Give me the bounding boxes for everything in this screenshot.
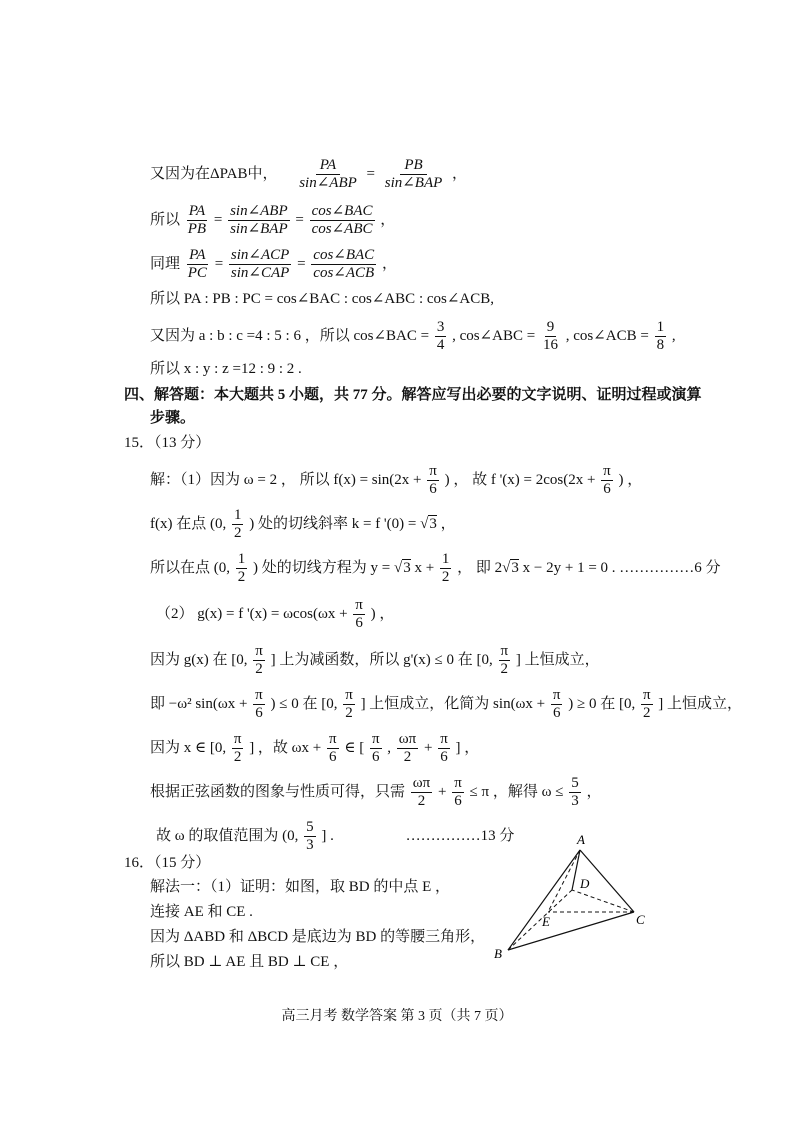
denominator: 4	[436, 337, 445, 353]
q15-line-6	[150, 688, 742, 721]
numerator: π	[345, 687, 353, 703]
text: 因为 x ∈ [0,	[150, 739, 227, 756]
radicand: 3	[511, 559, 519, 576]
numerator: cos∠BAC	[311, 203, 373, 219]
numerator: 5	[571, 775, 579, 791]
numerator: sin∠ABP	[230, 203, 288, 219]
fraction	[232, 732, 244, 765]
text: +	[437, 783, 447, 800]
text: （2） g(x) = f '(x) = ωcos(ωx +	[156, 605, 348, 622]
fraction	[440, 552, 452, 585]
numerator: 9	[546, 319, 555, 335]
equals: =	[214, 255, 224, 272]
denominator: 6	[440, 749, 448, 765]
numerator: ωπ	[412, 775, 431, 791]
radicand: 3	[403, 559, 411, 576]
q16-line-2: 连接 AE 和 CE .	[150, 904, 253, 920]
line-1	[150, 158, 467, 191]
numerator: π	[355, 597, 363, 613]
fraction	[253, 644, 265, 677]
text: , cos∠ACB =	[565, 327, 649, 344]
text: ) ， 故 f '(x) = 2cos(2x +	[444, 471, 596, 488]
label-D: D	[580, 876, 590, 891]
numerator: 5	[306, 819, 314, 835]
denominator: 2	[403, 749, 412, 765]
comma: ，	[380, 211, 396, 228]
denominator: 2	[345, 705, 353, 721]
denominator: 2	[500, 661, 509, 677]
fraction	[655, 320, 667, 353]
text: ∈ [	[344, 739, 365, 756]
denominator: sin∠BAP	[384, 175, 443, 191]
comma: ,	[671, 327, 676, 344]
denominator: 2	[417, 793, 426, 809]
edge-AB	[508, 850, 580, 950]
fraction	[228, 204, 290, 237]
denominator: 16	[542, 337, 558, 353]
q15-line-2	[150, 508, 456, 541]
denominator: sin∠BAP	[230, 221, 288, 237]
fraction	[569, 776, 581, 809]
numerator: 1	[656, 319, 665, 335]
denominator: 2	[643, 705, 651, 721]
numerator: π	[440, 731, 448, 747]
denominator: 2	[441, 569, 450, 585]
section-heading: 四、解答题：本大题共 5 小题，共 77 分。解答应写出必要的文字说明、证明过程或演算	[124, 387, 702, 403]
equals: =	[366, 165, 375, 182]
fraction	[186, 248, 209, 281]
fraction	[353, 598, 365, 631]
denominator: cos∠ABC	[311, 221, 373, 237]
fraction	[310, 204, 375, 237]
numerator: π	[255, 687, 263, 703]
denominator: 2	[237, 569, 246, 585]
numerator: π	[255, 643, 263, 659]
section-heading-cont: 步骤。	[150, 410, 196, 426]
text: , cos∠ABC =	[452, 327, 536, 344]
numerator: PA	[188, 203, 206, 219]
text: ] ，故 ωx +	[249, 739, 322, 756]
edge-BC	[508, 912, 634, 950]
denominator: sin∠ABP	[299, 175, 357, 191]
text: f(x) 在点 (0,	[150, 515, 227, 532]
text: 又因为在ΔPAB中，	[150, 165, 278, 182]
denominator: 6	[552, 705, 561, 721]
text: x − 2y + 1 = 0 . ……………6 分	[522, 559, 721, 576]
denominator: 3	[571, 793, 579, 809]
fraction	[411, 776, 432, 809]
label-A: A	[577, 832, 585, 847]
text: ) ≥ 0 在 [0,	[568, 695, 636, 712]
numerator: sin∠ACP	[230, 247, 290, 263]
fraction	[499, 644, 511, 677]
fraction	[295, 158, 361, 191]
numerator: π	[429, 463, 437, 479]
fraction	[253, 688, 265, 721]
numerator: π	[329, 731, 337, 747]
denominator: PB	[187, 221, 207, 237]
text: x +	[414, 559, 435, 576]
fraction	[370, 732, 382, 765]
label-E: E	[542, 914, 550, 929]
denominator: 3	[306, 837, 314, 853]
text: ) ，	[370, 605, 395, 622]
numerator: PB	[400, 158, 426, 175]
numerator: π	[454, 775, 462, 791]
text: 根据正弦函数的图象与性质可得，只需	[150, 783, 406, 800]
q15-line-3	[150, 552, 721, 585]
text: ] 上恒成立，化简为 sin(ωx +	[360, 695, 546, 712]
text: ,	[387, 739, 392, 756]
fraction	[229, 248, 291, 281]
denominator: 6	[429, 481, 437, 497]
text: 因为 g(x) 在 [0,	[150, 651, 248, 668]
numerator: π	[603, 463, 611, 479]
numerator: cos∠BAC	[313, 247, 375, 263]
question-15-header: 15．（13 分）	[124, 435, 211, 451]
q15-line-5	[150, 644, 600, 677]
numerator: π	[552, 687, 561, 703]
denominator: 2	[233, 749, 242, 765]
segment-AE	[548, 850, 580, 912]
numerator: PA	[189, 247, 206, 263]
q15-line-8	[150, 776, 601, 809]
text: ] .	[321, 827, 334, 844]
text: ，	[586, 783, 602, 800]
fraction	[641, 688, 653, 721]
line-3	[150, 248, 397, 281]
text: ] 上恒成立，	[658, 695, 743, 712]
numerator: PA	[316, 158, 340, 175]
numerator: π	[371, 731, 380, 747]
q15-line-4	[156, 598, 394, 631]
text: 所以	[150, 211, 181, 228]
text: 即 −ω² sin(ωx +	[150, 695, 248, 712]
equals: =	[297, 255, 306, 272]
page-footer: 高三月考 数学答案 第 3 页（共 7 页）	[281, 1009, 513, 1024]
text: 解：（1）因为 ω = 2 ， 所以 f(x) = sin(2x +	[150, 471, 422, 488]
fraction	[541, 320, 560, 353]
equals: =	[295, 211, 304, 228]
denominator: 6	[603, 481, 611, 497]
text: 故 ω 的取值范围为 (0,	[156, 827, 299, 844]
q15-line-9	[156, 820, 514, 853]
fraction	[186, 204, 208, 237]
numerator: π	[233, 731, 242, 747]
fraction	[232, 508, 244, 541]
q15-line-1	[150, 464, 642, 497]
text: ] 上为减函数，所以 g'(x) ≤ 0 在 [0,	[270, 651, 493, 668]
fraction	[601, 464, 613, 497]
line-5	[150, 320, 676, 353]
numerator: π	[500, 643, 509, 659]
line-6: 所以 x : y : z =12 : 9 : 2 .	[150, 361, 302, 377]
text: ) ≤ 0 在 [0,	[270, 695, 338, 712]
fraction	[343, 688, 355, 721]
fraction	[397, 732, 418, 765]
text: ，	[440, 515, 456, 532]
q16-line-1: 解法一：（1）证明：如图，取 BD 的中点 E ，	[150, 879, 451, 895]
numerator: ωπ	[398, 731, 417, 747]
denominator: sin∠CAP	[230, 265, 290, 281]
label-B: B	[494, 946, 502, 961]
denominator: PC	[187, 265, 207, 281]
fraction	[452, 776, 464, 809]
label-C: C	[636, 912, 645, 927]
text: ] ，	[455, 739, 480, 756]
text: 又因为 a : b : c =4 : 5 : 6 ，所以 cos∠BAC =	[150, 327, 430, 344]
edge-BD	[508, 890, 572, 950]
fraction	[327, 732, 339, 765]
numerator: 3	[436, 319, 445, 335]
tetrahedron-figure	[490, 832, 660, 962]
line-2	[150, 204, 395, 237]
text: ) 处的切线方程为 y = √	[253, 559, 403, 576]
denominator: 6	[255, 705, 263, 721]
radicand: 3	[429, 515, 437, 532]
numerator: 1	[237, 551, 246, 567]
denominator: 6	[355, 615, 363, 631]
denominator: 8	[656, 337, 665, 353]
text: 同理	[150, 255, 181, 272]
text: ， 即 2√	[457, 559, 511, 576]
text: ≤ π ，解得 ω ≤	[469, 783, 564, 800]
numerator: 1	[441, 551, 450, 567]
score-marker: ……………13 分	[405, 827, 515, 844]
text: ] 上恒成立，	[515, 651, 600, 668]
comma: ，	[452, 165, 468, 182]
fraction	[427, 464, 439, 497]
fraction	[551, 688, 563, 721]
denominator: 6	[371, 749, 380, 765]
q15-line-7	[150, 732, 479, 765]
text: +	[423, 739, 433, 756]
q16-line-3: 因为 ΔABD 和 ΔBCD 是底边为 BD 的等腰三角形，	[150, 929, 486, 945]
fraction	[438, 732, 450, 765]
comma: ，	[381, 255, 397, 272]
text: ) ，	[618, 471, 643, 488]
fraction	[304, 820, 316, 853]
fraction	[381, 158, 447, 191]
fraction	[311, 248, 376, 281]
denominator: 6	[454, 793, 462, 809]
numerator: π	[642, 687, 651, 703]
denominator: 2	[233, 525, 242, 541]
numerator: 1	[233, 507, 242, 523]
text: ) 处的切线斜率 k = f '(0) = √	[249, 515, 429, 532]
question-16-header: 16．（15 分）	[124, 855, 211, 871]
denominator: 2	[255, 661, 263, 677]
denominator: 6	[329, 749, 337, 765]
fraction	[236, 552, 248, 585]
fraction	[435, 320, 447, 353]
equals: =	[213, 211, 223, 228]
text: 所以在点 (0,	[150, 559, 230, 576]
denominator: cos∠ACB	[313, 265, 375, 281]
line-4: 所以 PA : PB : PC = cos∠BAC : cos∠ABC : cos∠ACB,	[150, 291, 495, 307]
q16-line-4: 所以 BD ⊥ AE 且 BD ⊥ CE ，	[150, 954, 349, 970]
